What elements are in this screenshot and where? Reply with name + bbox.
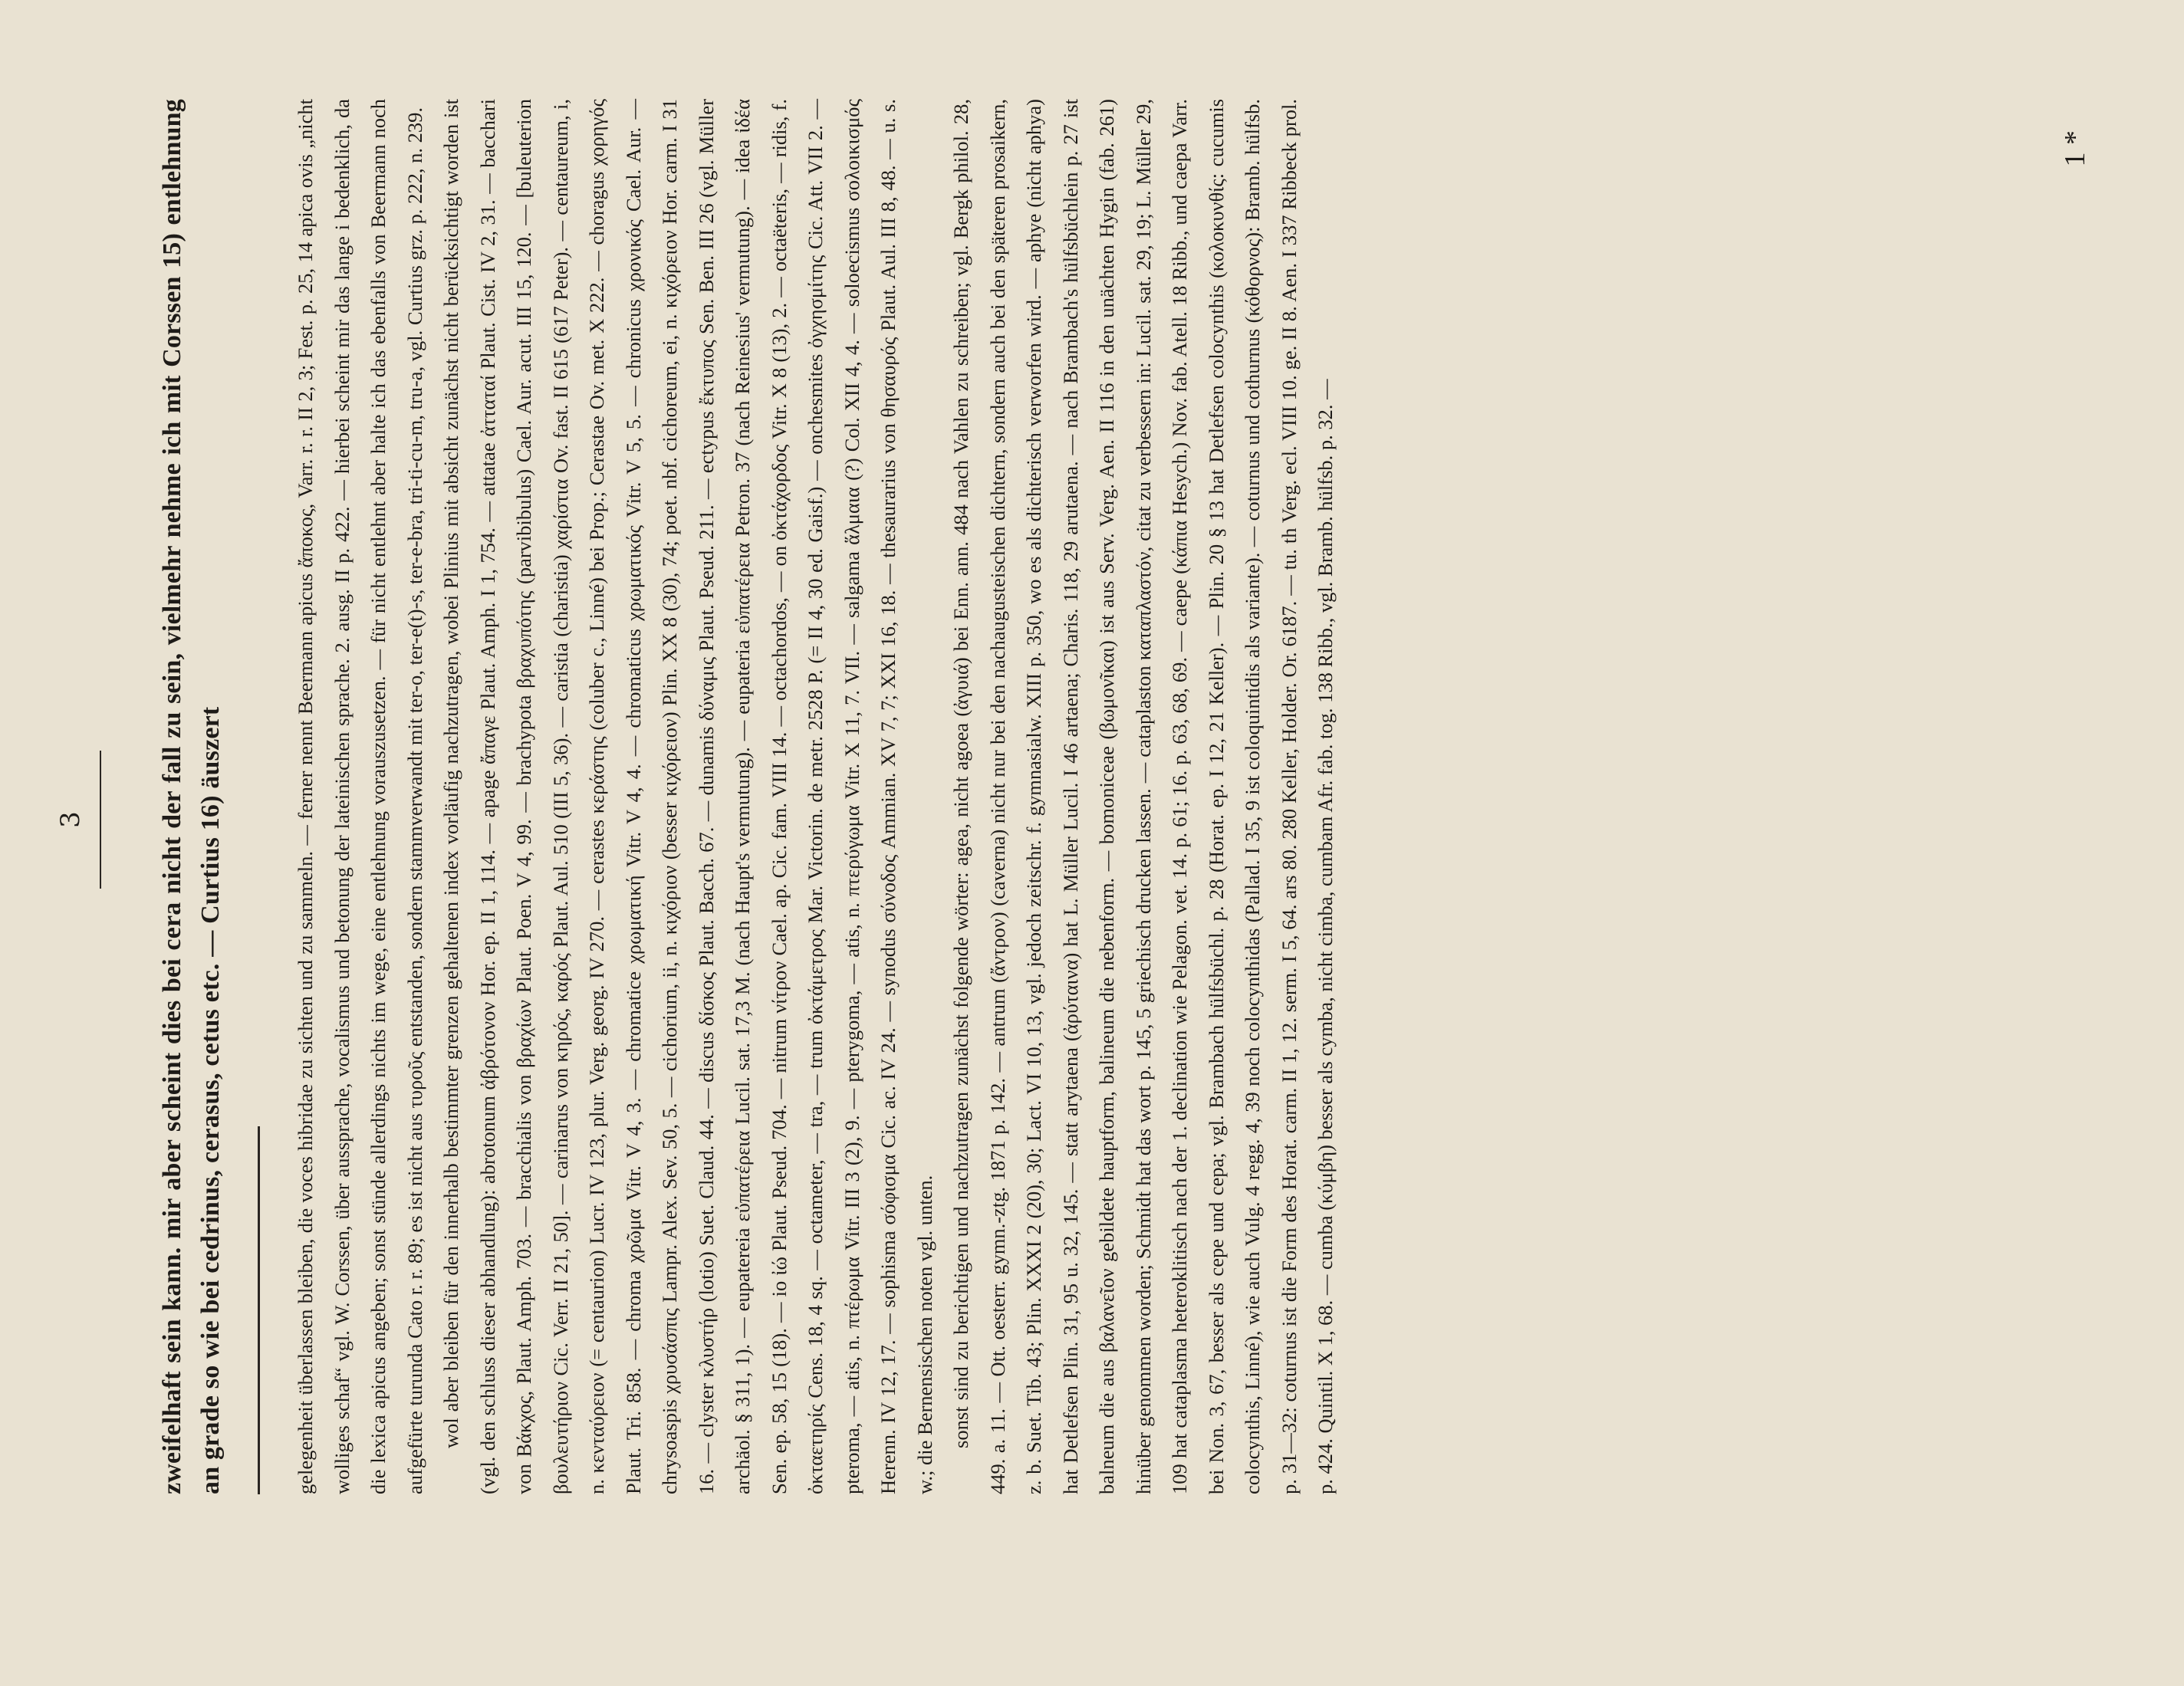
paragraph-3: sonst sind zu berichtigen und nachzutragen zunächst folgende wörter: agea, nicht agoea (ἀγυιά) bei Enn. ann. 484 nach Vahlen zu schreiben; vgl. Bergk philol. 28, 449. a. 11. — Ott. oesterr. gymn.-ztg. 1871 p. 142. — antrum (ἄντρον) (caverna) nicht nur bei den nachaugusteischen dichtern, sondern auch bei den späteren prosaikern, z. b. Suet. Tib. 43; Plin. XXXI 2 (20), 30; Lact. VI 10, 13, vgl. jedoch zeitschr. f. gymnasialw. XIII p. 350, wo es als dichterisch verworfen wird. — aphye (nicht aphya) hat Detlefsen Plin. 31, 95 u. 32, 145. — statt arytaena (ἀρύταινα) hat L. Müller Lucil. I 46 artaena; Charis. 118, 29 arutaena. — nach Brambach's hülfsbüchlein p. 27 ist balneum die aus βαλανεῖον gebildete hauptform, balineum die nebenform. — bomoniceae (βωμονῖκαι) ist aus Serv. Verg. Aen. II 116 in den unächten Hygin (fab. 261) hinüber genommen worden; Schmidt hat das wort p. 145, 5 griechisch drucken lassen. — cataplaston καταπλαστόν, citat zu verbessern in: Lucil. sat. 29, 19; L. Müller 29, 109 hat cataplasma heteroklitisch nach der 1. declination wie Pelagon. vet. 14. p. 61; 16. p. 63, 68, 69. — caepe (κάπια Hesych.) Nov. fab. Atell. 18 Ribb., und caepa Varr. bei Non. 3, 67, besser als cepe und cepa; vgl. Brambach hülfsbüchl. p. 28 (Horat. ep. I 12, 21 Keller). — Plin. 20 § 13 hat Detlefsen colocynthis (κολοκυνθίς: cucumis colocynthis, Linné), wie auch Vulg. 4 regg. 4, 39 noch colocynthidas (Pallad. I 35, 9 ist coloquintidis als variante). — coturnus und cothurnus (κόθορνος): Bramb. hülfsb. p. 31—32: coturnus ist die Form des Horat. carm. II 1, 12. serm. I 5, 64. ars 80. 280 Keller, Holder. Or. 6187. — tu. th Verg. ecl. VIII 10. ge. II 8. Aen. I 337 Ribbeck prol. p. 424. Quintil. X 1, 68. — cumba (κύμβη) besser als cymba, nicht cimba, cumbam Afr. fab. tog. 138 Ribb., vgl. Bramb. hülfsb. p. 32. — [949,99,1337,1494]
lead-paragraph: zweifelhaft sein kann. mir aber scheint dies bei cera nicht der fall zu sein, vielmehr nehme ich mit Corssen 15) entlehnung an grade so wie bei cedrinus, cerasus, cetus etc. — Curtius 16) äuszert [158,99,225,1494]
body-text [153,99,1344,1494]
page-number: 3 [55,811,86,828]
paragraph-1: gelegenheit überlassen bleiben, die voces hibridae zu sichten und zu sammeln. — ferner nennt Beermann apicus ἄποκος, Varr. r. r. II 2, 3; Fest. p. 25, 14 apica ovis „nicht wolliges schaf“ vgl. W. Corssen, über aussprache, vocalismus und betonung der lateinischen sprache. 2. ausg. II p. 422. — hierbei scheint mir das lange i bedenklich, da die lexica apicus angeben; sonst stünde allerdings nichts im wege, eine entlehnung vorauszusetzen. — für nicht entlehnt aber halte ich das ebenfalls von Beermann noch aufgefürte turunda Cato r. r. 89; es ist nicht aus τυροῦς entstanden, sondern stammverwandt mit ter-o, ter-e(t)-s, ter-e-bra, tri-ti-cu-m, tru-a, vgl. Curtius grz. p. 222, n. 239. [294,99,426,1494]
header-rule [100,751,101,889]
signature-mark: 1 * [2059,130,2091,167]
section-divider [258,1126,260,1494]
paragraph-2: wol aber bleiben für den innerhalb bestimmter grenzen gehaltenen index vorläufig nachzutragen, wobei Plinius mit absicht zunächst nicht berücksichtigt worden ist (vgl. den schluss dieser abhandlung): abrotonum ἀβρότονον Hor. ep. II 1, 114. — apage ἄπαγε Plaut. Amph. I 1, 754. — attatae ἀτταταί Plaut. Cist. IV 2, 31. — bacchari von Βάκχος, Plaut. Amph. 703. — bracchialis von βραχίων Plaut. Poen. V 4, 99. — brachypota βραχυπότης (parvibibulus) Cael. Aur. acut. III 15, 120. — [buleuterion βουλευτήριον Cic. Verr. II 21, 50]. — carinarus von κηρός, καρός Plaut. Aul. 510 (III 5, 36). — caristia (charistia) χαρίστια Ov. fast. II 615 (617 Peter). — centaureum, i, n. κενταύρειον (= centaurion) Lucr. IV 123, plur. Verg. georg. IV 270. — cerastes κεράστης (coluber c., Linné) bei Prop.; Cerastae Ov. met. X 222. — choragus χορηγός Plaut. Tri. 858. — chroma χρῶμα Vitr. V 4, 3. — chromatice χρωματική Vitr. V 4, 4. — chromaticus χρωματικός Vitr. V 5, 5. — chronicus χρονικός Cael. Aur. — chrysoaspis χρυσάσπις Lampr. Alex. Sev. 50, 5. — cichorium, ii, n. κιχόριον (besser κιχόρειον) Plin. XX 8 (30), 74; poet. nbf. cichoreum, ei, n. κιχόρειον Hor. carm. I 31 16. — clyster κλυστήρ (lotio) Suet. Claud. 44. — discus δίσκος Plaut. Bacch. 67. — dunamis δύναμις Plaut. Pseud. 211. — ectypus ἔκτυπος Sen. Ben. III 26 (vgl. Müller archäol. § 311, 1). — eupatereia εὐπατέρεια Lucil. sat. 17,3 M. (nach Haupt's vermutung). — eupateria εὐπατέρεια Petron. 37 (nach Reinesius' vermutung). — idea ἰδέα Sen. ep. 58, 15 (18). — io ἰώ Plaut. Pseud. 704. — nitrum νίτρον Cael. ap. Cic. fam. VIII 14. — octachordos, — on ὀκτάχορδος Vitr. X 8 (13), 2. — octaëteris, — ridis, f. ὀκταετηρίς Cens. 18, 4 sq. — octameter, — tra, — trum ὀκτάμετρος Mar. Victorin. de metr. 2528 P. (= II 4, 30 ed. Gaisf.) — onchesmites ὀγχησμίτης Cic. Att. VII 2. — pteroma, — atis, n. πτέρωμα Vitr. III 3 (2), 9. — pterygoma, — atis, n. πτερύγωμα Vitr. X 11, 7. VII. — salgama ἅλμαια (?) Col. XII 4, 4. — soloecismus σολοικισμός Herenn. IV 12, 17. — sophisma σόφισμα Cic. ac. IV 24. — synodus σύνοδος Ammian. XV 7, 7; XXI 16, 18. — thesaurarius von θησαυρός Plaut. Aul. III 8, 48. — u. s. w.; die Bernensischen noten vgl. unten. [439,99,936,1494]
